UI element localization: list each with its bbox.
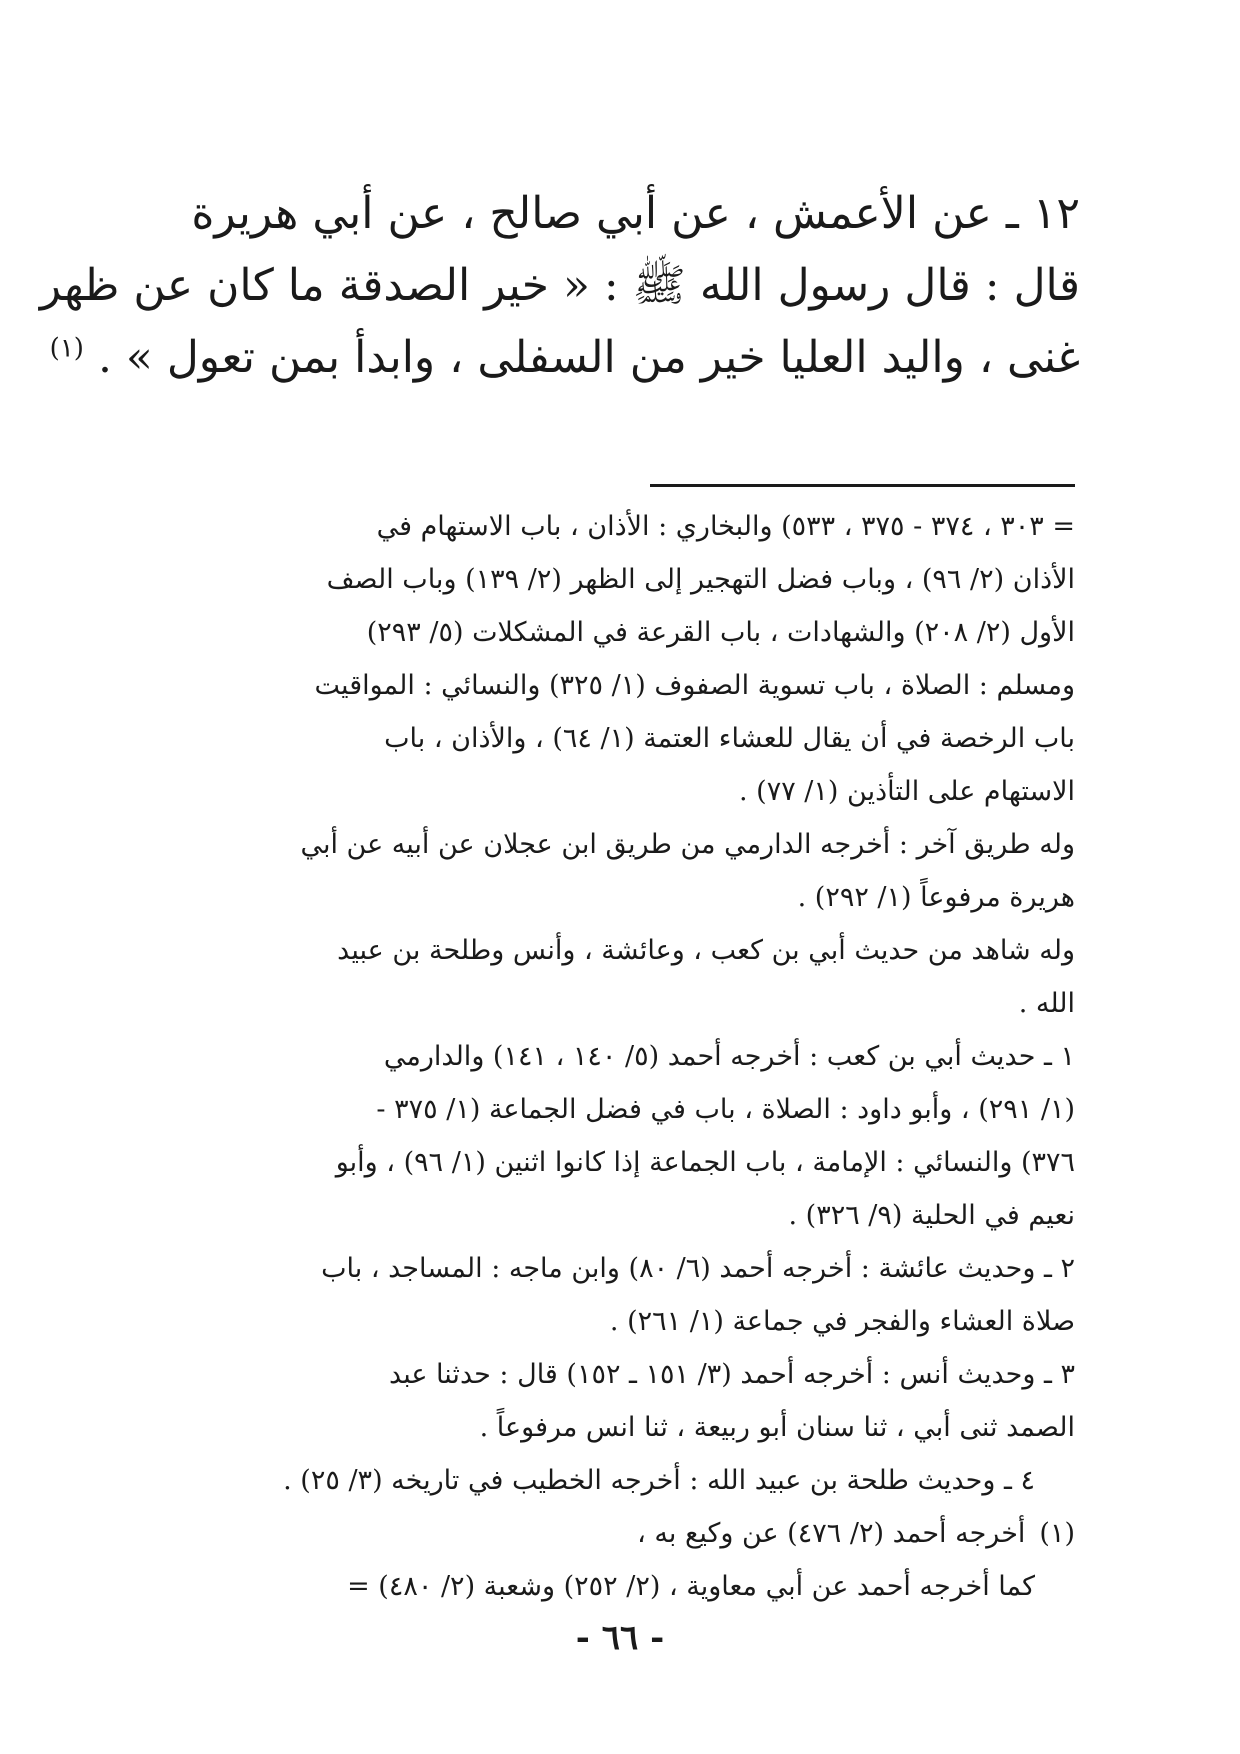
note-line-5: باب الرخصة في أن يقال للعشاء العتمة (١/ ٦٤) ، والأذان ، باب <box>384 723 1075 754</box>
hadith-line-3-text: غنى ، واليد العليا خير من السفلى ، وابدأ بمن تعول » . <box>97 332 1080 383</box>
hadith-line-3 <box>49 322 1080 394</box>
note-line-18: الصمد ثنى أبي ، ثنا سنان أبو ربيعة ، ثنا انس مرفوعاً . <box>479 1412 1075 1443</box>
footnote-1 <box>170 1507 1075 1560</box>
note-line-6: الاستهام على التأذين (١/ ٧٧) . <box>738 776 1075 807</box>
note-line-8: هريرة مرفوعاً (١/ ٢٩٢) . <box>797 882 1075 913</box>
hadith-line-1: ١٢ ـ عن الأعمش ، عن أبي صالح ، عن أبي هريرة <box>191 188 1080 239</box>
footnote-reference-mark: (١) <box>49 333 84 364</box>
note-line-10: الله . <box>1018 988 1075 1019</box>
note-line-17: ٣ ـ وحديث أنس : أخرجه أحمد (٣/ ١٥١ ـ ١٥٢) قال : حدثنا عبد <box>389 1359 1075 1390</box>
page-number: - ٦٦ - <box>575 1618 665 1658</box>
note-line-13: ٣٧٦) والنسائي : الإمامة ، باب الجماعة إذا كانوا اثنين (١/ ٩٦) ، وأبو <box>335 1147 1075 1178</box>
note-line-15: ٢ ـ وحديث عائشة : أخرجه أحمد (٦/ ٨٠) وابن ماجه : المساجد ، باب <box>321 1253 1075 1284</box>
note-line-9: وله شاهد من حديث أبي بن كعب ، وعائشة ، وأنس وطلحة بن عبيد <box>337 935 1075 966</box>
footnote-separator <box>650 484 1075 487</box>
footnote-1-line-1: أخرجه أحمد (٢/ ٤٧٦) عن وكيع به ، <box>637 1518 1026 1549</box>
note-line-7: وله طريق آخر : أخرجه الدارمي من طريق ابن عجلان عن أبيه عن أبي <box>300 829 1075 860</box>
note-line-14: نعيم في الحلية (٩/ ٣٢٦) . <box>788 1200 1075 1231</box>
note-line-16: صلاة العشاء والفجر في جماعة (١/ ٢٦١) . <box>609 1306 1075 1337</box>
footnote-1-line-2: كما أخرجه أحمد عن أبي معاوية ، (٢/ ٢٥٢) وشعبة (٢/ ٤٨٠) = <box>347 1571 1035 1602</box>
note-line-12: (١/ ٢٩١) ، وأبو داود : الصلاة ، باب في فضل الجماعة (١/ ٣٧٥ - <box>376 1094 1075 1125</box>
hadith-text <box>39 178 1080 394</box>
note-line-1: = ٣٠٣ ، ٣٧٤ - ٣٧٥ ، ٥٣٣) والبخاري : الأذان ، باب الاستهام في <box>376 511 1075 542</box>
note-line-2: الأذان (٢/ ٩٦) ، وباب فضل التهجير إلى الظهر (٢/ ١٣٩) وباب الصف <box>326 564 1075 595</box>
note-line-19: ٤ ـ وحديث طلحة بن عبيد الله : أخرجه الخطيب في تاريخه (٣/ ٢٥) . <box>283 1465 1035 1496</box>
footnote-number: (١) <box>1039 1518 1075 1549</box>
footnotes-section <box>170 500 1075 1613</box>
note-line-4: ومسلم : الصلاة ، باب تسوية الصفوف (١/ ٣٢٥) والنسائي : المواقيت <box>314 670 1075 701</box>
note-line-3: الأول (٢/ ٢٠٨) والشهادات ، باب القرعة في المشكلات (٥/ ٢٩٣) <box>366 617 1075 648</box>
note-line-11: ١ ـ حديث أبي بن كعب : أخرجه أحمد (٥/ ١٤٠ ، ١٤١) والدارمي <box>383 1041 1075 1072</box>
hadith-line-2: قال : قال رسول الله ﷺ : « خير الصدقة ما كان عن ظهر <box>39 260 1080 311</box>
